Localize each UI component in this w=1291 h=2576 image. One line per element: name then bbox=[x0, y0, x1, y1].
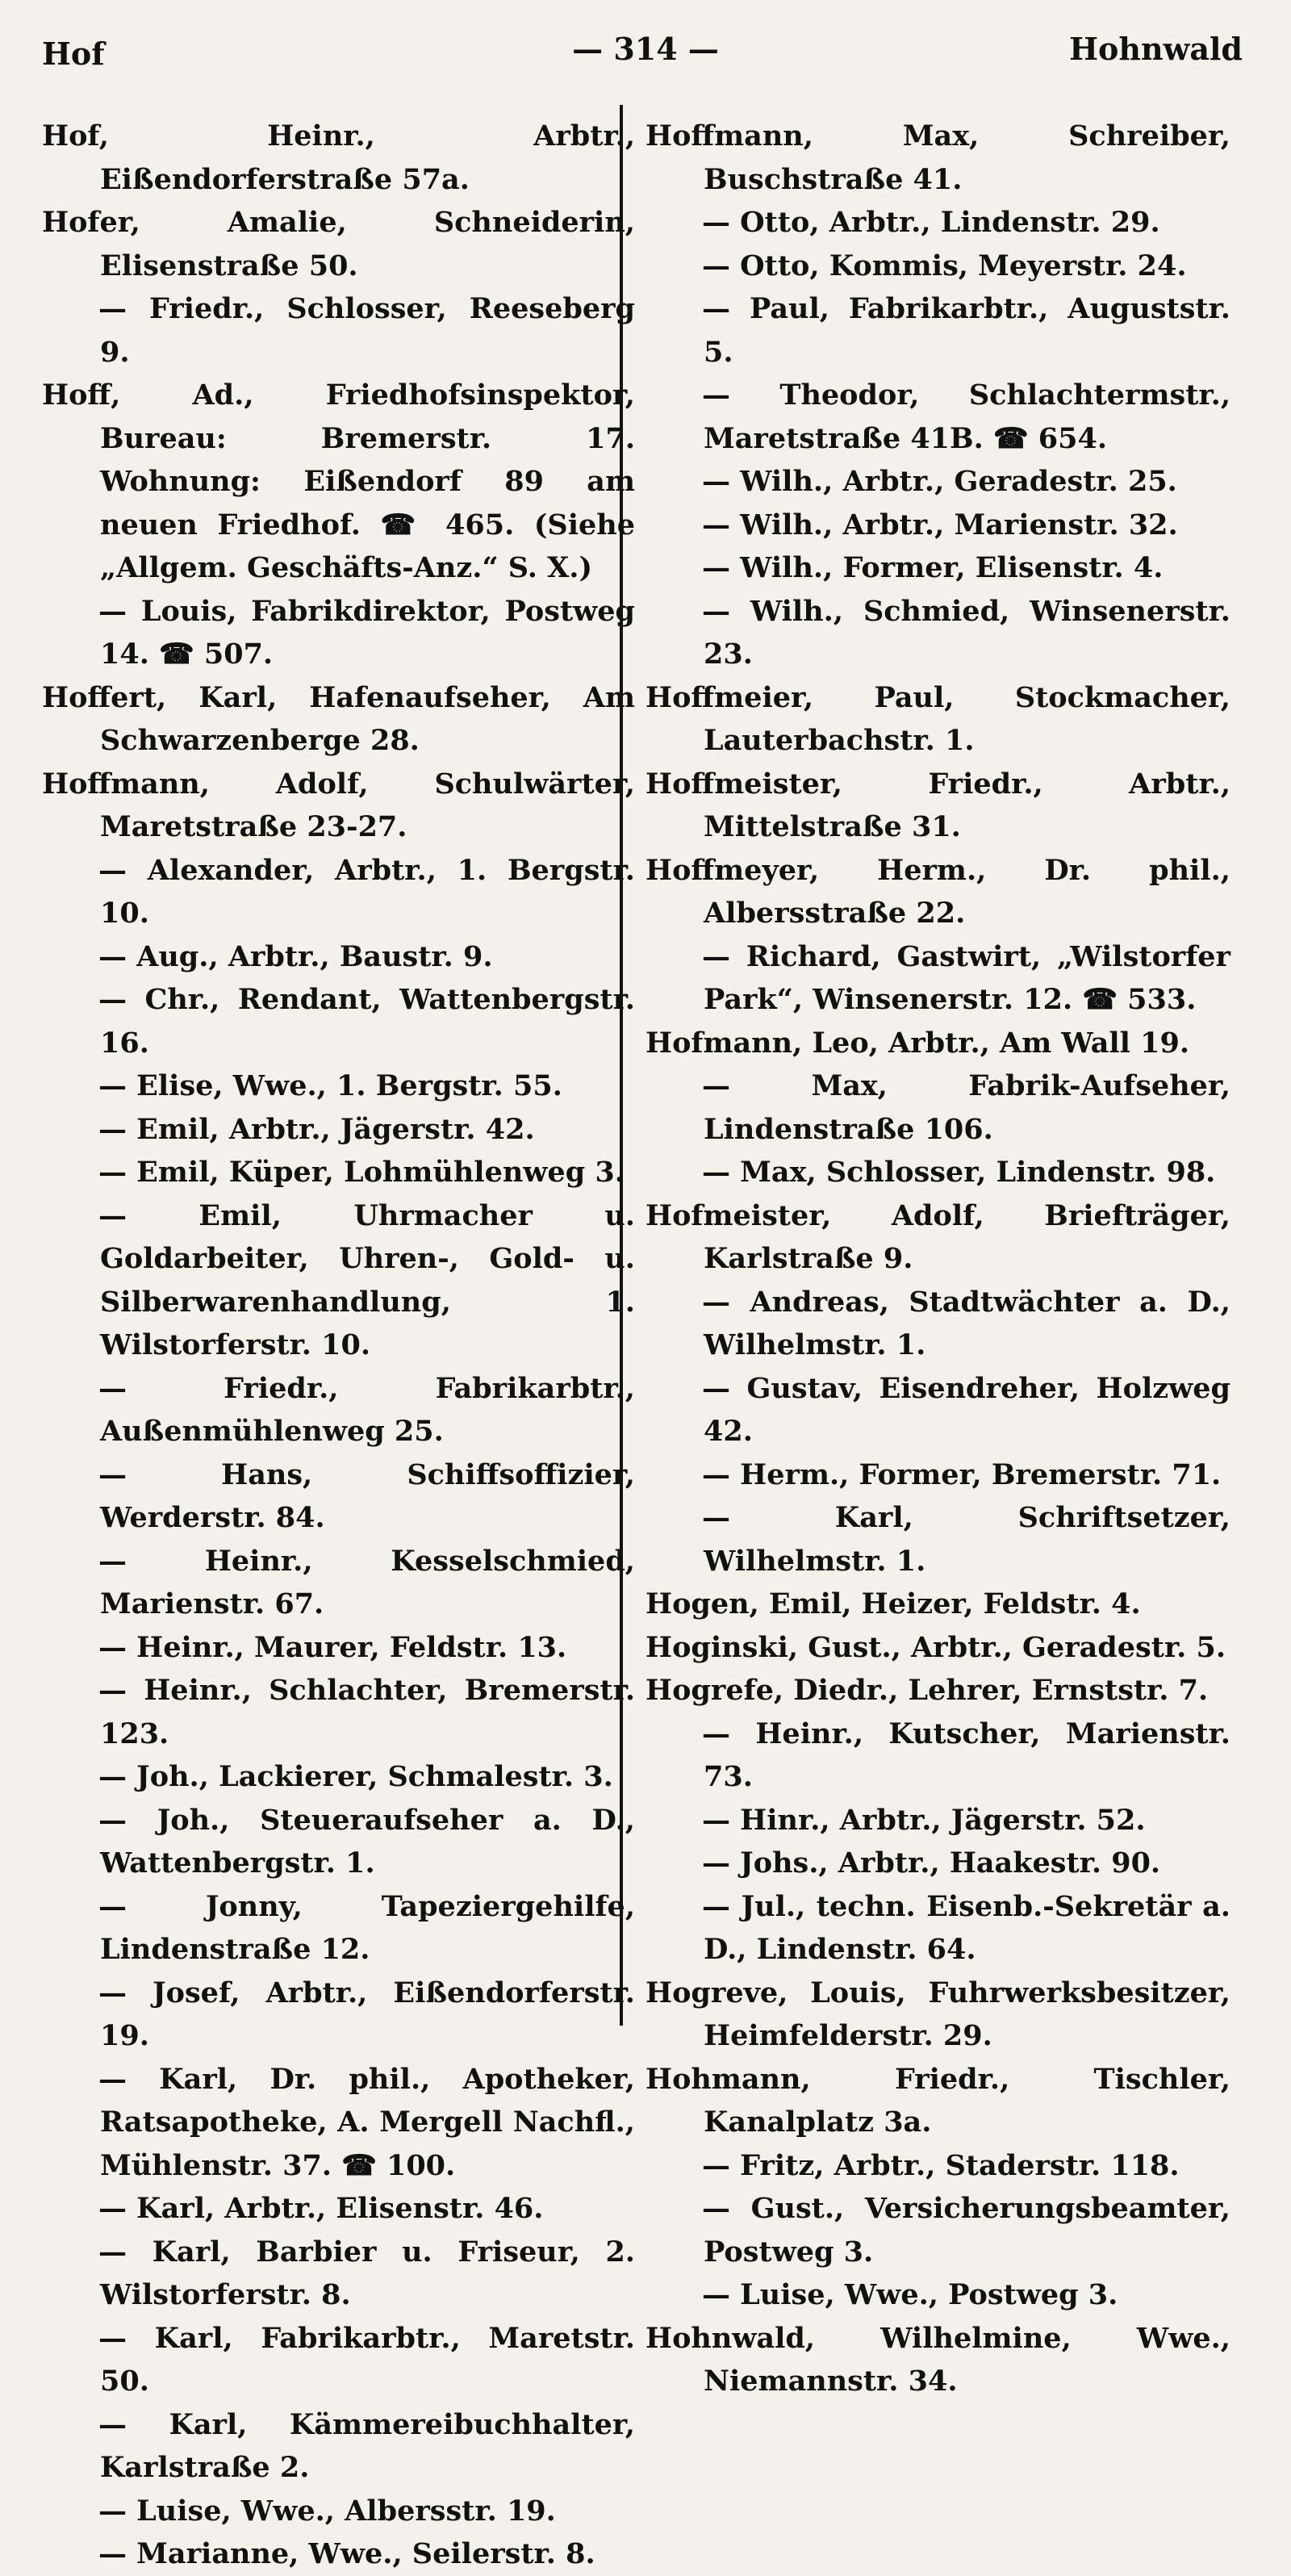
directory-entry: — Karl, Arbtr., Elisenstr. 46. bbox=[98, 2192, 544, 2225]
directory-entry: — Emil, Küper, Lohmühlenweg 3. bbox=[98, 1156, 625, 1189]
directory-entry: Hohmann, Friedr., Tischler, Kanalplatz 3a. bbox=[646, 2062, 1230, 2139]
directory-entry: — Paul, Fabrikarbtr., Auguststr. 5. bbox=[702, 292, 1230, 369]
directory-entry: Hogen, Emil, Heizer, Feldstr. 4. bbox=[646, 1587, 1141, 1620]
directory-entry: — Theodor, Schlachtermstr., Maretstraße 41B. ☎ 654. bbox=[702, 378, 1230, 455]
directory-entry: Hoffmeister, Friedr., Arbtr., Mittelstraße 31. bbox=[646, 767, 1230, 843]
directory-entry: Hoffmann, Max, Schreiber, Buschstraße 41. bbox=[646, 119, 1230, 196]
directory-entry: Hof, Heinr., Arbtr., Eißendorferstraße 57a. bbox=[42, 119, 635, 196]
directory-entry: — Karl, Dr. phil., Apotheker, Ratsapotheke, A. Mergell Nachfl., Mühlenstr. 37. ☎ 100. bbox=[98, 2062, 635, 2182]
directory-entry: — Andreas, Stadtwächter a. D., Wilhelmstr. 1. bbox=[702, 1285, 1230, 1361]
directory-entry: Hofer, Amalie, Schneiderin, Elisenstraße 50. bbox=[42, 206, 635, 282]
directory-entry: — Heinr., Maurer, Feldstr. 13. bbox=[98, 1630, 567, 1664]
directory-entry: — Jul., techn. Eisenb.-Sekretär a. D., Lindenstr. 64. bbox=[702, 1889, 1230, 1966]
directory-entry: — Karl, Kämmereibuchhalter, Karlstraße 2. bbox=[98, 2407, 635, 2484]
directory-entry: — Wilh., Schmied, Winsenerstr. 23. bbox=[702, 594, 1230, 671]
directory-entry: — Otto, Kommis, Meyerstr. 24. bbox=[702, 249, 1187, 282]
directory-entry: Hohnwald, Wilhelmine, Wwe., Niemannstr. 34. bbox=[646, 2321, 1230, 2398]
directory-entry: — Emil, Uhrmacher u. Goldarbeiter, Uhren-, Gold- u. Silberwarenhandlung, 1. Wilstorferstr. 10. bbox=[98, 1198, 635, 1361]
directory-entry: — Max, Fabrik-Aufseher, Lindenstraße 106. bbox=[702, 1069, 1230, 1146]
right-column bbox=[646, 115, 1230, 2403]
directory-entry: — Aug., Arbtr., Baustr. 9. bbox=[98, 939, 493, 973]
directory-entry: — Hans, Schiffsoffizier, Werderstr. 84. bbox=[98, 1457, 635, 1534]
directory-entry: Hogreve, Louis, Fuhrwerksbesitzer, Heimfelderstr. 29. bbox=[646, 1976, 1230, 2052]
directory-entry: — Karl, Barbier u. Friseur, 2. Wilstorferstr. 8. bbox=[98, 2235, 635, 2311]
directory-entry: — Wilh., Arbtr., Marienstr. 32. bbox=[702, 508, 1178, 542]
directory-entry: — Heinr., Kesselschmied, Marienstr. 67. bbox=[98, 1544, 635, 1620]
directory-entry: — Heinr., Kutscher, Marienstr. 73. bbox=[702, 1717, 1230, 1793]
directory-entry: — Fritz, Arbtr., Staderstr. 118. bbox=[702, 2148, 1180, 2182]
page-number: — 314 — bbox=[572, 31, 719, 67]
directory-entry: — Joh., Lackierer, Schmalestr. 3. bbox=[98, 1760, 613, 1793]
directory-entry: — Josef, Arbtr., Eißendorferstr. 19. bbox=[98, 1976, 635, 2052]
directory-entry: — Joh., Steueraufseher a. D., Wattenbergstr. 1. bbox=[98, 1803, 635, 1880]
directory-entry: — Herm., Former, Bremerstr. 71. bbox=[702, 1457, 1222, 1491]
running-head-left: Hof bbox=[42, 36, 105, 72]
directory-entry: — Wilh., Former, Elisenstr. 4. bbox=[702, 551, 1164, 584]
directory-entry: — Karl, Fabrikarbtr., Maretstr. 50. bbox=[98, 2321, 635, 2398]
directory-entry: — Chr., Rendant, Wattenbergstr. 16. bbox=[98, 983, 635, 1060]
directory-entry: Hoginski, Gust., Arbtr., Geradestr. 5. bbox=[646, 1630, 1226, 1664]
directory-entry: Hoff, Ad., Friedhofsinspektor, Bureau: Bremerstr. 17. Wohnung: Eißendorf 89 am neuen Friedhof. ☎ 465. (Siehe „Allgem. Geschäfts-Anz.“ S. X.) bbox=[42, 378, 635, 584]
directory-entry: — Marianne, Wwe., Seilerstr. 8. bbox=[98, 2537, 595, 2570]
directory-entry: Hogrefe, Diedr., Lehrer, Ernststr. 7. bbox=[646, 1674, 1209, 1707]
directory-entry: — Emil, Arbtr., Jägerstr. 42. bbox=[98, 1112, 535, 1146]
running-head-right: Hohnwald bbox=[1069, 31, 1243, 67]
directory-entry: — Friedr., Fabrikarbtr., Außenmühlenweg 25. bbox=[98, 1371, 635, 1448]
directory-entry: — Gust., Versicherungsbeamter, Postweg 3. bbox=[702, 2192, 1230, 2269]
directory-entry: Hofmeister, Adolf, Briefträger, Karlstraße 9. bbox=[646, 1198, 1230, 1275]
directory-entry: — Richard, Gastwirt, „Wilstorfer Park“, Winsenerstr. 12. ☎ 533. bbox=[702, 939, 1230, 1016]
directory-entry: — Alexander, Arbtr., 1. Bergstr. 10. bbox=[98, 853, 635, 930]
directory-entry: — Max, Schlosser, Lindenstr. 98. bbox=[702, 1156, 1216, 1189]
directory-entry: Hoffert, Karl, Hafenaufseher, Am Schwarzenberge 28. bbox=[42, 680, 635, 757]
directory-entry: — Gustav, Eisendreher, Holzweg 42. bbox=[702, 1371, 1230, 1448]
directory-entry: — Friedr., Schlosser, Reeseberg 9. bbox=[98, 292, 635, 369]
directory-entry: Hoffmeier, Paul, Stockmacher, Lauterbachstr. 1. bbox=[646, 680, 1230, 757]
directory-entry: — Elise, Wwe., 1. Bergstr. 55. bbox=[98, 1069, 562, 1102]
directory-entry: — Wilh., Arbtr., Geradestr. 25. bbox=[702, 465, 1177, 498]
directory-entry: — Louis, Fabrikdirektor, Postweg 14. ☎ 507. bbox=[98, 594, 635, 671]
directory-entry: Hoffmann, Adolf, Schulwärter, Maretstraße 23-27. bbox=[42, 767, 635, 843]
directory-entry: Hoffmeyer, Herm., Dr. phil., Albersstraße 22. bbox=[646, 853, 1230, 930]
directory-entry: — Heinr., Schlachter, Bremerstr. 123. bbox=[98, 1674, 635, 1750]
directory-entry: — Hinr., Arbtr., Jägerstr. 52. bbox=[702, 1803, 1146, 1837]
directory-entry: — Luise, Wwe., Postweg 3. bbox=[702, 2278, 1118, 2311]
directory-entry: — Johs., Arbtr., Haakestr. 90. bbox=[702, 1846, 1161, 1880]
left-column bbox=[42, 115, 635, 2576]
page-header bbox=[0, 31, 1291, 79]
directory-entry: — Otto, Arbtr., Lindenstr. 29. bbox=[702, 206, 1160, 239]
directory-entry: — Karl, Schriftsetzer, Wilhelmstr. 1. bbox=[702, 1501, 1230, 1578]
directory-entry: Hofmann, Leo, Arbtr., Am Wall 19. bbox=[646, 1026, 1190, 1060]
directory-entry: — Luise, Wwe., Albersstr. 19. bbox=[98, 2494, 556, 2528]
directory-entry: — Jonny, Tapeziergehilfe, Lindenstraße 12. bbox=[98, 1889, 635, 1966]
